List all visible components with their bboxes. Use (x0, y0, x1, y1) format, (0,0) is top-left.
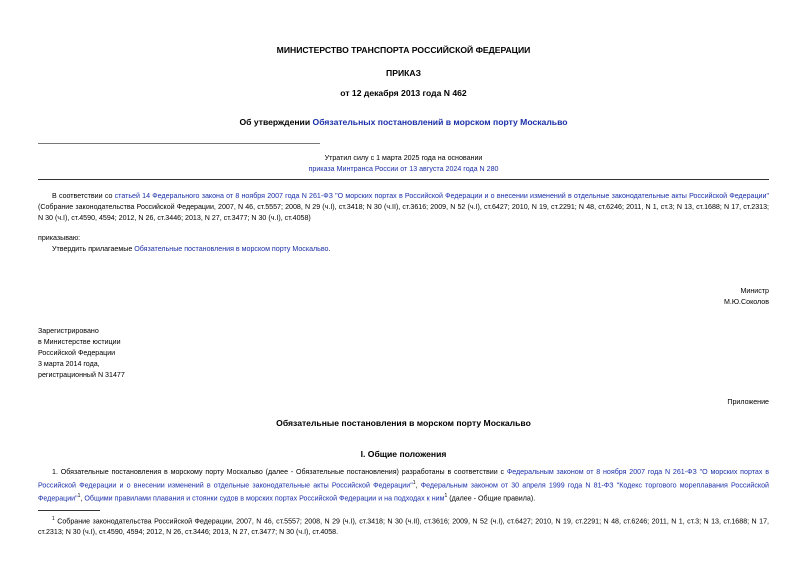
law-261-fz-link[interactable]: статьей 14 Федерального закона от 8 ноября 2007 года N 261-ФЗ "О морских портах в Российской Федерации и о внесении изменений в отдельные законодательные акты Российской Федерации" (114, 192, 770, 200)
divider-top (38, 143, 320, 144)
preamble-paragraph (38, 191, 769, 224)
repeal-order-link[interactable]: приказа Минтранса России от 13 августа 2024 года N 280 (308, 165, 499, 173)
divider-bottom (38, 179, 769, 180)
preamble-rest: (Собрание законодательства Российской Федерации, 2007, N 46, ст.5557; 2008, N 29 (ч.I), ст.3418; N 30 (ч.II), ст.3616; 2009, N 52 (ч.I), ст.6427; 2010, N 19, ст.2291; N 48, ст.6246; 2011, N 1, ст.3; N 13, ст.1688; N 17, ст.2313; N 30 (ч.I), ст.4590, 4594; 2012, N 26, ст.3446; 2013, N 27, ст.3477; N 30 (ч.I), ст.4058) (38, 203, 769, 222)
footnote-divider (38, 510, 100, 511)
approve-start: Утвердить прилагаемые (52, 245, 135, 253)
appendix-label: Приложение (727, 398, 769, 406)
status-line: Утратил силу с 1 марта 2025 года на основании (324, 154, 483, 162)
doc-type-heading: ПРИКАЗ (386, 68, 421, 78)
appendix-p1-mid2: , (80, 494, 85, 503)
registration-line: в Министерстве юстиции (38, 338, 121, 346)
document-title (0, 117, 807, 127)
footnote-ref: 1 (444, 493, 448, 500)
order-word: приказываю: (38, 234, 81, 242)
registration-line: 3 марта 2014 года, (38, 360, 100, 368)
appendix-p1-mid1: , (415, 481, 421, 490)
law-261-fz-link-2[interactable]: Федеральным законом от 8 ноября 2007 года N 261-ФЗ "О морских портах в Российской Федерации и о внесении изменений в отдельные законодательные акты Российской Федерации" (38, 468, 769, 490)
approved-regulations-link[interactable]: Обязательные постановления в морском порту Москальво (134, 245, 329, 253)
title-prefix: Об утверждении (239, 117, 313, 127)
date-number-heading: от 12 декабря 2013 года N 462 (340, 88, 467, 98)
registration-line: регистрационный N 31477 (38, 371, 125, 379)
footnote-text (38, 514, 769, 538)
appendix-title: Обязательные постановления в морском порту Москальво (276, 418, 531, 428)
approve-paragraph (52, 244, 331, 255)
signature-title: Министр (740, 287, 769, 295)
ministry-heading: МИНИСТЕРСТВО ТРАНСПОРТА РОССИЙСКОЙ ФЕДЕРАЦИИ (276, 45, 531, 55)
appendix-p1-end: (далее - Общие правила). (447, 494, 536, 503)
footnote-ref: 1 (412, 480, 416, 486)
registration-line: Российской Федерации (38, 349, 116, 357)
registration-block (38, 326, 125, 381)
footnote-marker: 1 (52, 516, 55, 522)
footnote-ref: 1 (77, 493, 81, 500)
general-rules-link[interactable]: Общими правилами плавания и стоянки судов в морских портах Российской Федерации и на подходах к ним (84, 494, 445, 503)
law-81-fz-link[interactable]: Федеральным законом от 30 апреля 1999 года N 81-ФЗ "Кодекс торгового мореплавания Российской Федерации" (38, 481, 769, 503)
signature-name: М.Ю.Соколов (724, 298, 769, 306)
registration-line: Зарегистрировано (38, 327, 99, 335)
title-link[interactable]: Обязательных постановлений в морском порту Москальво (312, 117, 568, 127)
appendix-p1-start: 1. Обязательные постановления в морскому порту Москальво (далее - Обязательные постановления) разработаны в соответствии с (52, 468, 507, 476)
appendix-paragraph-1 (38, 467, 769, 505)
preamble-start: В соответствии со (52, 192, 115, 200)
section-heading: I. Общие положения (360, 449, 447, 459)
footnote-body: Собрание законодательства Российской Федерации, 2007, N 46, ст.5557; 2008, N 29 (ч.I), ст.3418; N 30 (ч.II), ст.3616; 2009, N 52 (ч.I), ст.6427; 2010, N 19, ст.2291; N 48, ст.6246; 2011, N 1, ст.3; N 13, ст.1688; N 17, ст.2313; N 30 (ч.I), ст.4590, 4594; 2012, N 26, ст.3446; 2013, N 27, ст.3477; N 30 (ч.I), ст.4058. (38, 517, 769, 537)
status-link-line (0, 164, 807, 175)
approve-end: . (328, 245, 331, 253)
